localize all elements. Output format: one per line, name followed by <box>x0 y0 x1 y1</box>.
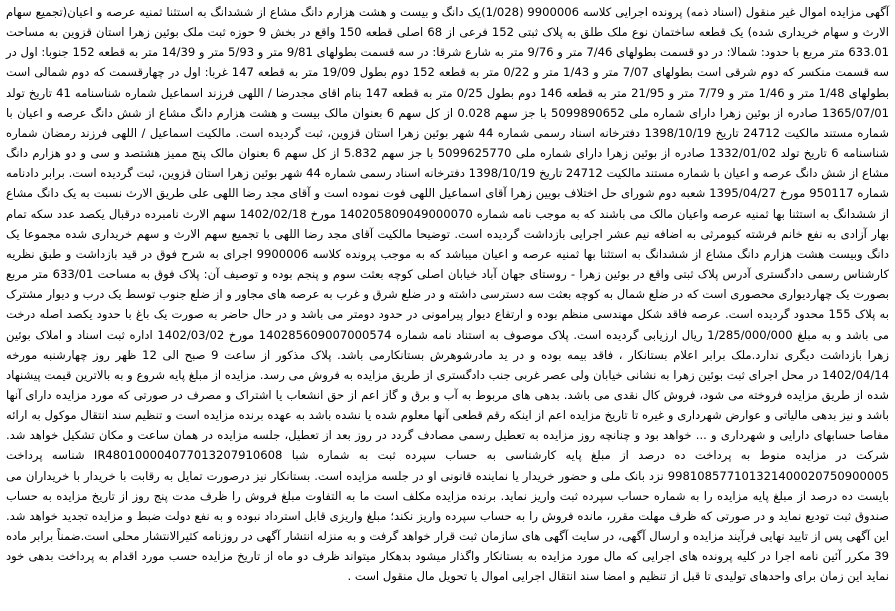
notice-body-text: آگهی مزایده اموال غیر منقول (اسناد ذمه) پرونده اجرایی کلاسه 9900006 (1/028)یک دانگ و بیست و هشت هزارم دانگ مشاع از ششدانگ به استثنا ثمنیه عرصه و اعیان(تجمیع سهام الارث و سهام خریداری شده) یک قطعه ساختمان نوع ملک طلق به پلاک ثبتی 152 فرعی از 68 اصلی قطعه 150 واقع در بخش 9 حوزه ثبت ملک بوئین زهرا استان قزوین به مساحت 633.01 متر مربع با حدود: شمالا: در دو قسمت بطولهای 7/46 متر و 9/76 متر به شارع شرقا: در سه قسمت بطولهای 9/81 متر و 5/93 متر و 14/39 متر به قطعه 152 جنوبا: اول در سه قسمت منکسر که دوم شرقی است بطولهای 7/07 متر و 1/43 متر و 0/22 متر به قطعه 152 دوم بطول 19/09 متر به قطعه 147 غربا: اول در چهارقسمت که دوم شمالی است بطولهای 1/48 متر و 1/46 متر و 7/79 متر و 21/95 متر به قطعه 146 دوم بطول 0/25 متر به قطعه 147 بنام اقای مجدرضا / اللهی فرزند اسماعیل شماره شناسنامه 41 تاریخ تولد 1365/07/01 صادره از بوئین زهرا دارای شماره ملی 5099890652 با جز سهم 0.028 از کل سهم 6 بعنوان مالک بیست و هشت هزارم دانگ مشاع از شش دانگ عرصه و اعیان با شماره مستند مالکیت 24712 تاریخ 1398/10/19 دفترخانه اسناد رسمی شماره 44 شهر بوئین زهرا استان قزوین، ثبت گردیده است. مالکیت اسماعیل / اللهی فرزند رمضان شماره شناسنامه 6 تاریخ تولد 1332/01/02 صادره از بوئین زهرا دارای شماره ملی 5099625770 با جز سهم 5.832 از کل سهم 6 بعنوان مالک پنج ممیز هشتصد و سی و دو هزارم دانگ مشاع از شش دانگ عرصه و اعیان با شماره مستند مالکیت 24712 تاریخ 1398/10/19 دفترخانه اسناد رسمی شماره 44 شهر بوئین زهرا استان قزوین، ثبت گردیده است. برابر دادنامه شماره 950117 مورخ 1395/04/27 شعبه دوم شورای حل اختلاف بویین زهرا آقای اسماعیل اللهی فوت نموده است و آقای مجد رضا اللهی علی طریق الارث نسبت به یک دانگ مشاع از ششدانگ به استثنا بها ثمنیه عرصه واعیان مالک می باشند که به موجب نامه شماره 140205809049000070 مورخ 1402/02/18 سهم الارث نامبرده درقبال یکصد عدد سکه تمام بهار آزادی به نفع خانم فرشته کیومرثی به اضافه نیم عشر اجرایی بازداشت گردیده است. توضیحا مالکیت آقای مجد رضا اللهی با تجمیع سهم الارث و سهم خریداری شده مجموعا یک دانگ وبیست هشت هزارم دانگ مشاع از ششدانگ به استثنا بها ثمنیه عرصه و اعیان میباشد که به موجب پرونده کلاسه 9900006 اجرای به شرح فوق در قید بازداشت و طبق نظریه کارشناس رسمی دادگستری آدرس پلاک ثبتی واقع در بوئین زهرا - روستای جهان آباد خیابان اصلی کوچه بعثت سوم و پنجم بوده و توصیف آن: پلاک فوق به مساحت 633/01 متر مربع بصورت یک چهاردیواری محصوری است که در ضلع شمال به کوچه بعثت سه دسترسی داشته و در ضلع شرق و غرب به عرصه های مجاور و از ضلع جنوب توسط یک درب و دیوار مشترک به پلاک 155 محدود گردیده است. عرصه فاقد شکل مهندسی منظم بوده و ارتفاع دیوار پیرامونی در حدود دومتر می باشد و در حال حاضر به صورت یک باغ با حدود یکصد اصله درخت می باشد و به مبلغ 1/285/000/000 ریال ارزیابی گردیده است. پلاک موصوف به استناد نامه شماره 140285609007000574 مورخ 1402/03/02 اداره ثبت اسناد و املاک بوئین زهرا بازداشت دیگری ندارد.ملک برابر اعلام بستانکار ، فاقد بیمه بوده و در ید مادرشوهرش بستانکارمی باشد. پلاک مذکور از ساعت 9 صبح الی 12 ظهر روز چهارشنبه مورخه 1402/04/14 در محل اجرای ثبت بوئین زهرا به نشانی خیابان ولی عصر غربی جنب دادگستری از طریق مزایده به فروش می رسد. مزایده از مبلغ پایه شروع و به بالاترین قیمت پیشنهاد شده از طریق مزایده فروخته می شود، فروش کال نقدی می باشد. بدهی های مربوط به آب و برق و گاز اعم از حق انشعاب یا اشتراک و مصرف در صورتی که مورد مزایده دارای آنها باشد و نیز بدهی مالیاتی و عوارض شهرداری و غیره تا تاریخ مزایده اعم از اینکه رقم قطعی آنها معلوم شده یا نشده باشد به عهده برنده مزایده است و تنظیم سند انتقال موکول به ارائه مفاصا حسابهای دارایی و شهرداری و ... خواهد بود و چنانچه روز مزایده به تعطیل رسمی مصادف گردد در روز بعد از تعطیل، جلسه مزایده در همان ساعت و مکان تشکیل خواهد شد. شرکت در مزایده منوط به پرداخت ده درصد از مبلغ پایه کارشناسی به حساب سپرده ثبت به شماره شبا IR480100004077013207910608 شناسه پرداخت 998108577101321400020750900005 نزد بانک ملی و حضور خریدار یا نماینده قانونی او در جلسه مزایده است. بستانکار نیز درصورت تمایل به رقابت با خریدار با خریداران می بایست ده درصد از مبلغ پایه مزایده را به شماره حساب سپرده ثبت واریز نماید. برنده مزایده مکلف است ما به التفاوت مبلغ فروش را ظرف مدت پنج روز از تاریخ مزایده به حساب صندوق ثبت تودیع نماید و در صورتی که ظرف مهلت مقرر، مانده فروش را به حساب سپرده واریز نکند؛ مبلغ واریزی قابل استرداد نبوده و به نفع دولت ضبط و مزایده تجدید خواهد شد. این آگهی پس از تایید نهایی فرآیند مزایده و ارسال آگهی، در سایت آگهی های سازمان ثبت قرار خواهد گرفت و به منزله انتشار آگهی در روزنامه کثیرالانتشار محلی است.ضمناً برابر ماده 39 مکرر آئین نامه اجرا در کلیه پرونده های اجرایی که مال مورد مزایده به بستانکار واگذار میشود بدهکار میتواند ظرف دو ماه از تاریخ مزایده حسب مورد اقدام به پرداخت بدهی خود نماید این زمان برای واحدهای تولیدی تا قبل از تنظیم و امضا سند انتقال اجرایی اموال یا تحویل مال منقول است . <box>6 5 890 584</box>
